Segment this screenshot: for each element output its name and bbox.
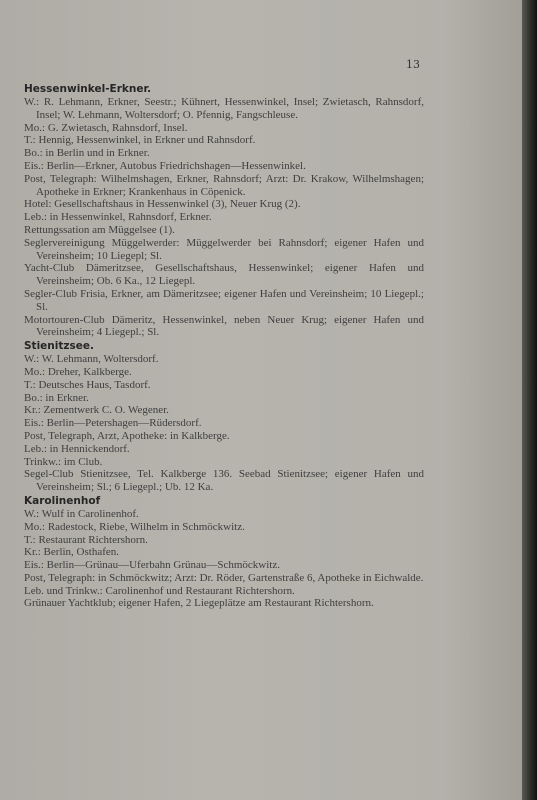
- section-entry: Trinkw.: im Club.: [24, 455, 103, 468]
- section-entry: Kr.: Zementwerk C. O. Wegener.: [24, 404, 169, 417]
- section-entry: Mo.: Dreher, Kalkberge.: [24, 365, 132, 378]
- section-entry: Mo.: G. Zwietasch, Rahnsdorf, Insel.: [24, 121, 188, 134]
- section-entry: Bo.: in Berlin und in Erkner.: [24, 147, 150, 160]
- section-entry: Leb.: in Hennickendorf.: [24, 442, 130, 455]
- section-entry: Post, Telegraph: in Schmöckwitz; Arzt: Dr. Röder, Gartenstraße 6, Apotheke in Eichwalde.: [24, 571, 424, 584]
- section-entry: Segler-Club Frisia, Erkner, am Dämeritzsee; eigener Hafen und Vereinsheim; 10 Liegepl.; Sl.: [24, 287, 424, 313]
- section-entry: Mo.: Radestock, Riebe, Wilhelm in Schmöckwitz.: [24, 520, 245, 533]
- section-entry: Post, Telegraph, Arzt, Apotheke: in Kalkberge.: [24, 429, 230, 442]
- section-entry: Hotel: Gesellschaftshaus in Hessenwinkel (3), Neuer Krug (2).: [24, 198, 301, 211]
- section-entry: Kr.: Berlin, Osthafen.: [24, 546, 120, 559]
- page-number: 13: [406, 58, 420, 71]
- section-entry: Leb.: in Hessenwinkel, Rahnsdorf, Erkner.: [24, 211, 212, 224]
- section-entry: T.: Hennig, Hessenwinkel, in Erkner und Rahnsdorf.: [24, 134, 256, 147]
- section-entry: Eis.: Berlin—Erkner, Autobus Friedrichshagen—Hessenwinkel.: [24, 159, 306, 172]
- section-entry: T.: Deutsches Haus, Tasdorf.: [24, 378, 151, 391]
- section-entry: Grünauer Yachtklub; eigener Hafen, 2 Liegeplätze am Restaurant Richtershorn.: [24, 597, 374, 610]
- section-entry: Rettungssation am Müggelsee (1).: [24, 223, 175, 236]
- section-entry: Leb. und Trinkw.: Carolinenhof und Restaurant Richtershorn.: [24, 584, 295, 597]
- page-content: [24, 82, 424, 610]
- section-entry: T.: Restaurant Richtershorn.: [24, 533, 148, 546]
- section-entry: Bo.: in Erkner.: [24, 391, 89, 404]
- section-entry: W.: Wulf in Carolinenhof.: [24, 507, 139, 520]
- book-gutter-edge: [522, 0, 537, 800]
- section-entry: Motortouren-Club Dämeritz, Hessenwinkel, neben Neuer Krug; eigener Hafen und Vereinsheim; 4 Liegepl.; Sl.: [24, 313, 424, 339]
- section-entry: Eis.: Berlin—Grünau—Uferbahn Grünau—Schmöckwitz.: [24, 559, 280, 572]
- section-heading: Hessenwinkel-Erkner.: [24, 83, 152, 95]
- section-heading: Karolinenhof: [24, 494, 101, 507]
- section-entry: W.: R. Lehmann, Erkner, Seestr.; Kühnert, Hessenwinkel, Insel; Zwietasch, Rahnsdorf, Insel; W. Lehmann, Woltersdorf; O. Pfennig, Fangschleuse.: [24, 96, 424, 121]
- section-entry: Seglervereinigung Müggelwerder: Müggelwerder bei Rahnsdorf; eigener Hafen und Vereinsheim; 10 Liegepl; Sl.: [24, 236, 424, 262]
- section-heading: Stienitzsee.: [24, 340, 94, 353]
- section-entry: Segel-Club Stienitzsee, Tel. Kalkberge 136. Seebad Stienitzsee; eigener Hafen und Vereinsheim; Sl.; 6 Liegepl.; Ub. 12 Ka.: [24, 468, 424, 494]
- section-entry: Yacht-Club Dämeritzsee, Gesellschaftshaus, Hessenwinkel; eigener Hafen und Vereinsheim; Ob. 6 Ka., 12 Liegepl.: [24, 262, 424, 288]
- section-entry: Post, Telegraph: Wilhelmshagen, Erkner, Rahnsdorf; Arzt: Dr. Krakow, Wilhelmshagen; Apotheke in Erkner; Krankenhaus in Cöpenick.: [24, 172, 424, 198]
- section-entry: W.: W. Lehmann, Woltersdorf.: [24, 353, 159, 366]
- section-entry: Eis.: Berlin—Petershagen—Rüdersdorf.: [24, 417, 202, 430]
